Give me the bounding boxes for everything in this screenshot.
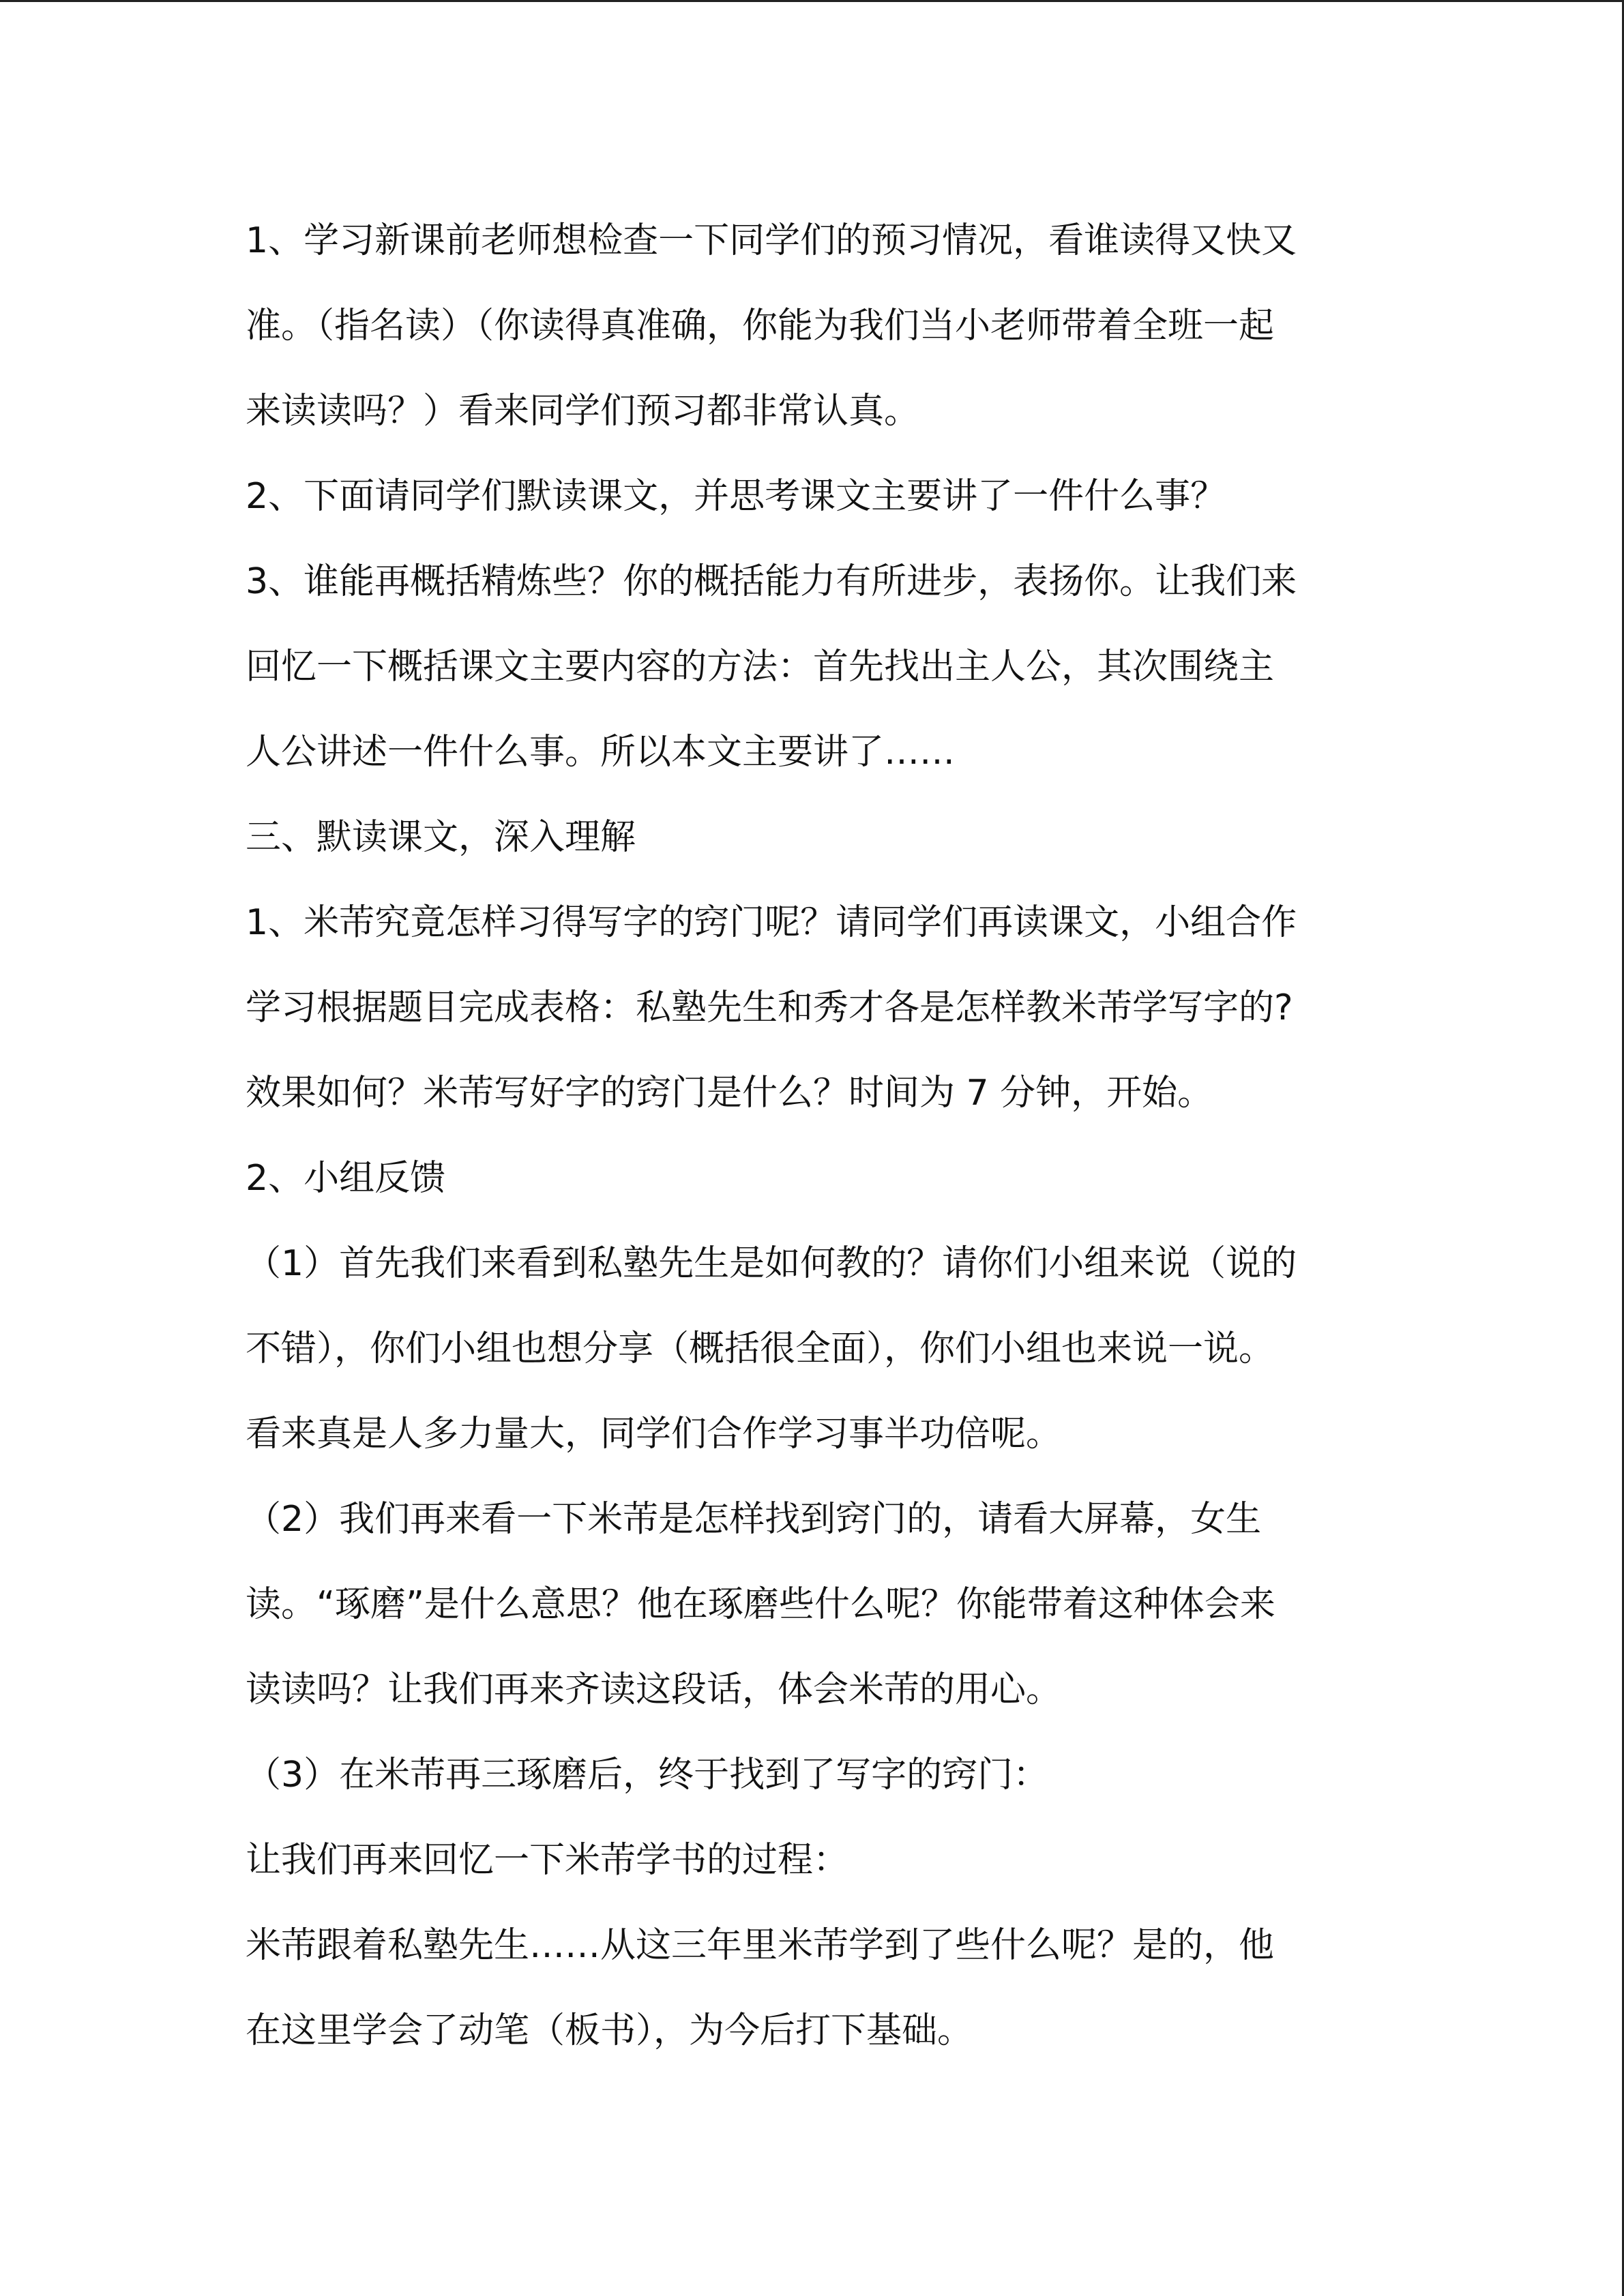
text-line: 1、学习新课前老师想检查一下同学们的预习情况，看谁读得又快又 — [246, 220, 1297, 261]
text-line: 3、谁能再概括精炼些？你的概括能力有所进步，表扬你。让我们来 — [246, 561, 1297, 602]
text-line: 2、下面请同学们默读课文，并思考课文主要讲了一件什么事？ — [246, 476, 1226, 517]
text-line: 读读吗？让我们再来齐读这段话，体会米芾的用心。 — [246, 1669, 1062, 1710]
text-line: （1）首先我们来看到私塾先生是如何教的？请你们小组来说（说的 — [246, 1243, 1297, 1284]
text-line: 效果如何？米芾写好字的窍门是什么？时间为 7 分钟，开始。 — [246, 1073, 1213, 1114]
text-line: 1、米芾究竟怎样习得写字的窍门呢？请同学们再读课文，小组合作 — [246, 902, 1297, 943]
text-line: （3）在米芾再三琢磨后，终于找到了写字的窍门： — [246, 1755, 1049, 1795]
text-line: （2）我们再来看一下米芾是怎样找到窍门的，请看大屏幕，女生 — [246, 1499, 1262, 1540]
text-line: 米芾跟着私塾先生……从这三年里米芾学到了些什么呢？是的，他 — [246, 1925, 1275, 1966]
text-line: 让我们再来回忆一下米芾学书的过程： — [246, 1840, 849, 1881]
text-line: 准。（指名读）（你读得真准确，你能为我们当小老师带着全班一起 — [246, 305, 1275, 346]
text-line: 回忆一下概括课文主要内容的方法：首先找出主人公，其次围绕主 — [246, 646, 1275, 687]
text-line: 2、小组反馈 — [246, 1158, 446, 1199]
text-line: 来读读吗？）看来同学们预习都非常认真。 — [246, 391, 920, 432]
text-line: 不错），你们小组也想分享（概括很全面），你们小组也来说一说。 — [246, 1328, 1275, 1369]
text-line: 读。“琢磨”是什么意思？他在琢磨些什么呢？你能带着这种体会来 — [246, 1584, 1275, 1625]
text-line: 人公讲述一件什么事。所以本文主要讲了…… — [246, 732, 956, 773]
text-line: 学习根据题目完成表格：私塾先生和秀才各是怎样教米芾学写字的? — [246, 987, 1293, 1028]
section-heading: 三、默读课文，深入理解 — [246, 817, 636, 858]
document-body — [246, 198, 1378, 2074]
text-line: 看来真是人多力量大，同学们合作学习事半功倍呢。 — [246, 1414, 1062, 1455]
text-line: 在这里学会了动笔（板书），为今后打下基础。 — [246, 2010, 973, 2051]
